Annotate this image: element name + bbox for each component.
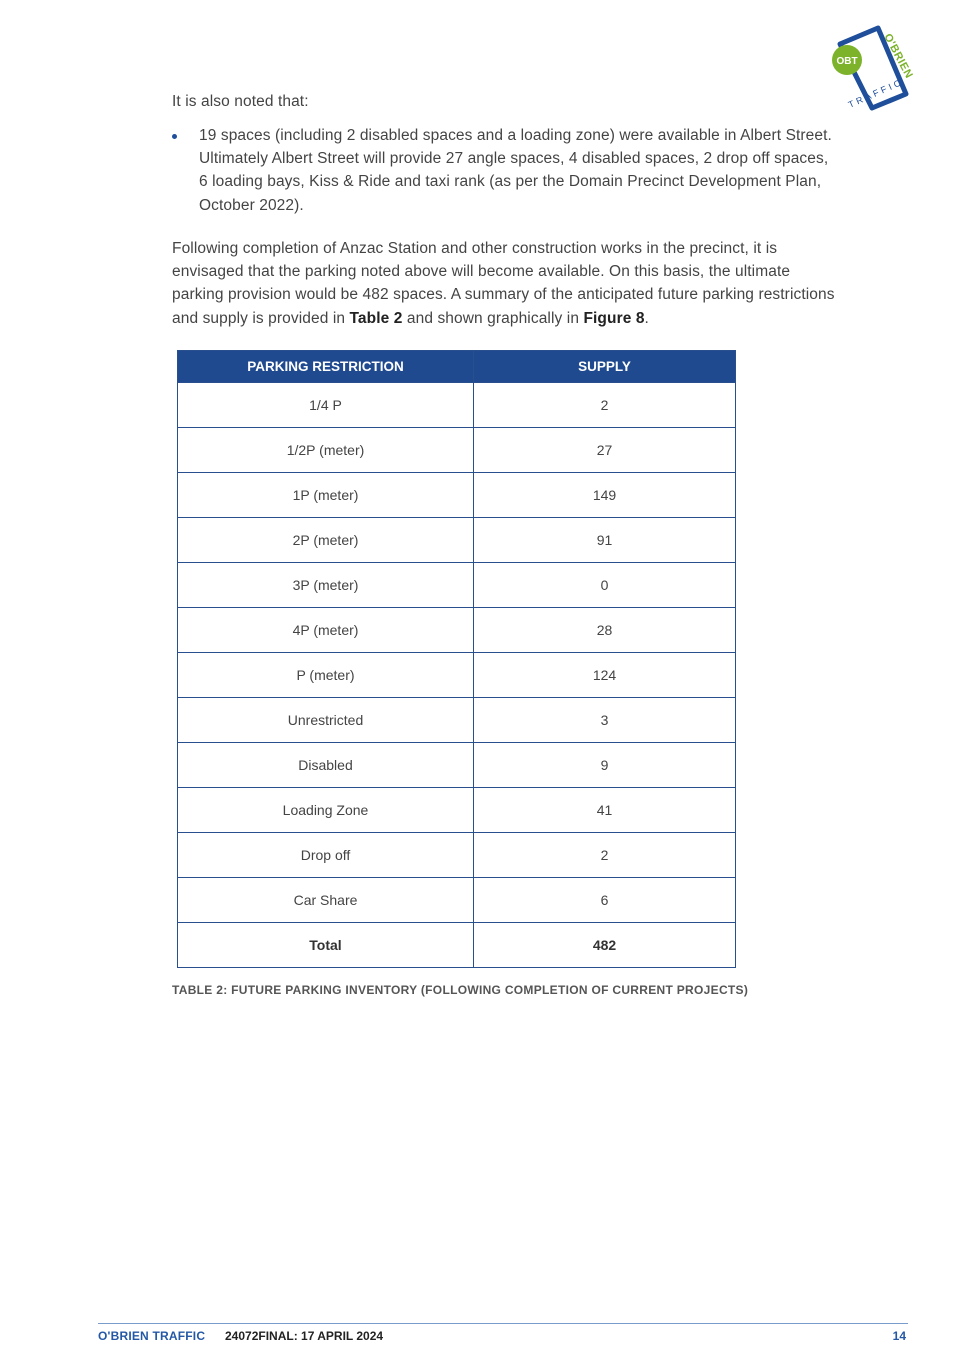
table-row xyxy=(178,473,736,518)
table-caption: TABLE 2: FUTURE PARKING INVENTORY (FOLLOWING COMPLETION OF CURRENT PROJECTS) xyxy=(172,983,749,997)
supply-cell: 28 xyxy=(474,608,736,653)
supply-cell: 6 xyxy=(474,878,736,923)
restriction-cell: Unrestricted xyxy=(178,698,474,743)
supply-cell: 9 xyxy=(474,743,736,788)
restriction-cell: Drop off xyxy=(178,833,474,878)
bullet-marker xyxy=(172,134,177,139)
restriction-cell: 3P (meter) xyxy=(178,563,474,608)
table-row xyxy=(178,563,736,608)
restriction-cell: 1/2P (meter) xyxy=(178,428,474,473)
table-row xyxy=(178,698,736,743)
parking-inventory-table xyxy=(177,350,736,968)
footer-document-ref: 24072FINAL: 17 APRIL 2024 xyxy=(225,1329,384,1343)
restriction-cell: Car Share xyxy=(178,878,474,923)
supply-cell: 149 xyxy=(474,473,736,518)
header-parking-restriction: PARKING RESTRICTION xyxy=(178,351,474,383)
logo-badge-text: OBT xyxy=(836,56,858,67)
total-label-cell: Total xyxy=(178,923,474,968)
table-row xyxy=(178,833,736,878)
table-row xyxy=(178,383,736,428)
header-supply: SUPPLY xyxy=(474,351,736,383)
obrien-traffic-logo xyxy=(826,22,926,114)
table-row xyxy=(178,878,736,923)
restriction-cell: 2P (meter) xyxy=(178,518,474,563)
restriction-cell: Loading Zone xyxy=(178,788,474,833)
footer-brand: O'BRIEN TRAFFIC xyxy=(98,1329,206,1343)
table-row xyxy=(178,518,736,563)
restriction-cell: P (meter) xyxy=(178,653,474,698)
table-total-row xyxy=(178,923,736,968)
total-value-cell: 482 xyxy=(474,923,736,968)
supply-cell: 3 xyxy=(474,698,736,743)
supply-cell: 0 xyxy=(474,563,736,608)
summary-paragraph: Following completion of Anzac Station and other construction works in the precinct, it is envisaged that the parking noted above will become available. On this basis, the ultimate parking provision would be 482 spaces. A summary of the anticipated future parking restrictions and supply is provided in Table 2 and shown graphically in Figure 8. xyxy=(172,240,835,327)
table-reference: Table 2 xyxy=(349,309,403,327)
table-row xyxy=(178,653,736,698)
figure-reference: Figure 8 xyxy=(583,309,645,327)
supply-cell: 91 xyxy=(474,518,736,563)
restriction-cell: 1P (meter) xyxy=(178,473,474,518)
table-row xyxy=(178,428,736,473)
table-row xyxy=(178,743,736,788)
logo-sub-text: TRAFFIC xyxy=(846,76,905,110)
restriction-cell: Disabled xyxy=(178,743,474,788)
intro-text: It is also noted that: xyxy=(172,93,309,110)
table-row xyxy=(178,608,736,653)
supply-cell: 2 xyxy=(474,383,736,428)
table-header-row xyxy=(178,351,736,383)
restriction-cell: 4P (meter) xyxy=(178,608,474,653)
logo-brand-text: O'BRIEN xyxy=(881,31,915,81)
supply-cell: 124 xyxy=(474,653,736,698)
page-number: 14 xyxy=(892,1329,906,1343)
supply-cell: 27 xyxy=(474,428,736,473)
footer-divider xyxy=(98,1323,908,1324)
table-row xyxy=(178,788,736,833)
supply-cell: 41 xyxy=(474,788,736,833)
restriction-cell: 1/4 P xyxy=(178,383,474,428)
bullet-text: 19 spaces (including 2 disabled spaces and a loading zone) were available in Albert Street. Ultimately Albert Street will provide 27 angle spaces, 4 disabled spaces, 2 drop off spaces, 6 loading bays, Kiss & Ride and taxi rank (as per the Domain Precinct Development Plan, October 2022). xyxy=(199,127,832,214)
supply-cell: 2 xyxy=(474,833,736,878)
